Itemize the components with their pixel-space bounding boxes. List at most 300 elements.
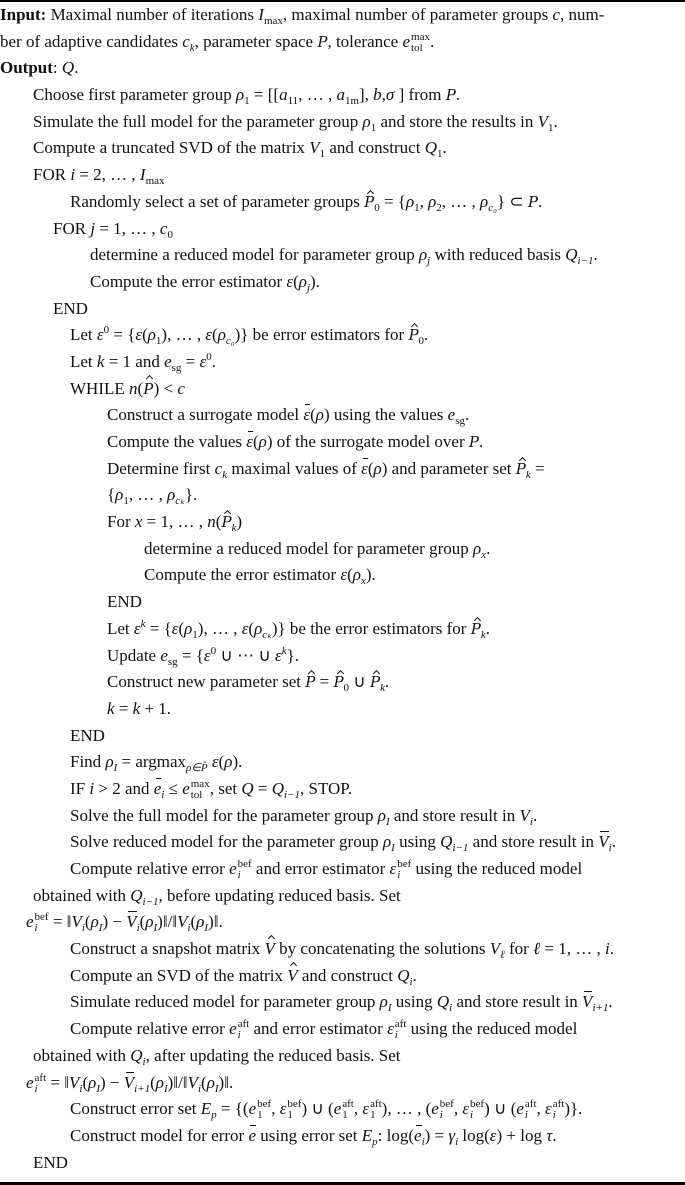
sub-superscript — [411, 32, 430, 54]
math-symbol: ε — [211, 752, 219, 772]
subscript: 1 — [155, 335, 162, 348]
text-run: > 2 and — [94, 778, 154, 798]
text-run: . — [478, 432, 484, 451]
subscript: tol — [411, 41, 423, 54]
hat-symbol: P — [364, 192, 375, 211]
subscript: I — [96, 1082, 100, 1095]
text-run: = 1, … , — [95, 218, 160, 238]
text-run: = — [181, 351, 200, 371]
text-run: . — [608, 992, 613, 1012]
algorithm-line — [0, 643, 685, 670]
algorithm-line — [0, 216, 685, 243]
subscript: i — [161, 788, 165, 801]
math-symbol: ρ — [480, 191, 489, 211]
text-run: ( — [248, 618, 255, 638]
math-symbol: i — [605, 939, 610, 959]
text-run: Compute relative error — [70, 859, 230, 878]
superscript: aft — [552, 1098, 565, 1111]
algorithm-line — [0, 1123, 685, 1150]
text-run: Maximal number of iterations — [46, 5, 259, 24]
algorithm-line — [0, 482, 685, 509]
bar-symbol: V — [123, 1072, 135, 1092]
text-run: ∪ ⋯ ∪ — [216, 645, 276, 665]
algorithm-line — [0, 856, 685, 883]
subscript: 1 — [244, 95, 250, 108]
text-run: = { — [177, 645, 204, 665]
math-symbol: b — [373, 85, 382, 105]
text-run: = 2, … , — [75, 165, 140, 185]
text-run: . — [429, 31, 435, 51]
subscript: x — [481, 548, 487, 561]
math-symbol: j — [90, 218, 96, 238]
text-run: For — [107, 512, 135, 532]
subscript: i — [34, 922, 38, 935]
algorithm-line — [0, 509, 685, 536]
subscript: 1 — [123, 495, 129, 508]
text-run: using — [391, 992, 437, 1012]
math-symbol: ρ — [352, 565, 361, 585]
subscript: i−1 — [142, 895, 159, 908]
math-symbol: ε — [389, 859, 397, 878]
math-symbol: V — [309, 138, 320, 158]
text-run: , — [453, 1099, 463, 1119]
sub-superscript — [553, 1099, 565, 1121]
algorithm-line — [0, 963, 685, 990]
subscript: k — [525, 468, 531, 481]
subscript: i — [439, 1109, 443, 1122]
math-symbol: ε — [340, 565, 348, 585]
math-symbol: e — [431, 1099, 439, 1119]
calligraphic-symbol: P — [468, 433, 479, 451]
math-symbol: ρ — [382, 832, 392, 852]
subscript: c₀ — [488, 201, 497, 214]
text-run: Construct a snapshot matrix — [70, 939, 265, 959]
algorithm-line — [0, 162, 685, 189]
subscript: 0 — [374, 201, 380, 214]
sub-superscript — [238, 859, 252, 881]
math-symbol: Q — [397, 965, 410, 985]
subscript: i — [81, 922, 85, 935]
subscript: max — [263, 15, 283, 27]
subscript: p — [211, 1109, 217, 1122]
math-symbol: ε — [362, 1099, 370, 1119]
text-run: , tolerance — [327, 31, 403, 51]
algorithm-line — [0, 562, 685, 589]
text-run: , STOP. — [299, 778, 353, 798]
subscript: tol — [190, 788, 203, 801]
math-symbol: τ — [546, 1125, 553, 1145]
math-symbol: ε — [241, 618, 249, 638]
hat-symbol: P — [143, 378, 154, 398]
bold-label: Output — [0, 58, 53, 78]
subscript: i — [394, 1029, 398, 1042]
hat-symbol: P — [305, 673, 316, 692]
text-run: , — [353, 1099, 363, 1119]
math-symbol: ρ — [298, 271, 307, 291]
text-run: )} be error estimators for — [234, 325, 409, 345]
text-run: ∪ — [349, 672, 370, 692]
subscript: ρ∈P̂ — [186, 762, 208, 775]
math-symbol: ε — [387, 1019, 394, 1039]
text-run: Simulate the full model for the parameter group — [33, 111, 363, 131]
text-run: . — [424, 325, 429, 345]
text-run: and error estimator — [249, 1019, 388, 1039]
text-run: and error estimator — [251, 859, 390, 878]
algorithm-line — [0, 803, 685, 830]
math-symbol: n — [129, 378, 138, 398]
math-symbol: Q — [440, 832, 453, 852]
superscript: bef — [257, 1098, 272, 1111]
text-run: ( — [139, 912, 146, 932]
text-run: = ‖ — [46, 1072, 70, 1092]
text-run: ( — [252, 432, 259, 451]
algorithm-line — [0, 322, 685, 349]
math-symbol: ε — [275, 645, 282, 665]
text-run: ( — [137, 378, 144, 398]
text-run: = ‖ — [48, 912, 72, 932]
math-symbol: e — [160, 645, 168, 665]
algorithm-line — [0, 536, 685, 563]
text-run: obtained with — [33, 885, 131, 905]
math-symbol: e — [333, 1099, 342, 1119]
text-run: , — [536, 1099, 546, 1119]
subscript: i — [449, 1002, 453, 1015]
math-symbol: n — [207, 512, 216, 532]
text-run: ) using the values — [323, 405, 448, 425]
text-run: Solve the full model for the parameter group — [70, 805, 378, 825]
text-run: )}. — [564, 1099, 583, 1119]
algorithm-line — [0, 1096, 685, 1123]
math-symbol: γ — [448, 1125, 456, 1145]
subscript: 1 — [342, 1109, 348, 1122]
hat-symbol: P — [221, 513, 232, 532]
subscript: 1 — [436, 148, 443, 161]
bar-symbol: V — [126, 912, 137, 932]
text-run: )} be the error estimators for — [271, 618, 471, 638]
text-run: WHILE — [70, 378, 130, 398]
text-run: Construct a surrogate model — [107, 405, 304, 425]
superscript: aft — [394, 1018, 407, 1031]
math-symbol: V — [187, 1072, 198, 1092]
text-run: . — [537, 191, 543, 211]
sub-superscript — [238, 1019, 250, 1041]
sub-superscript — [191, 779, 210, 801]
math-symbol: c — [177, 378, 185, 398]
algorithm-line — [0, 456, 685, 483]
math-symbol: ε — [462, 1099, 470, 1119]
text-run: . — [609, 939, 614, 959]
text-run: = 1 and — [104, 351, 165, 371]
math-symbol: ρ — [90, 912, 99, 932]
subscript: i+1 — [134, 1082, 151, 1095]
text-run: with reduced basis — [430, 245, 566, 265]
text-run: + 1. — [140, 698, 172, 718]
text-run: Construct error set — [70, 1099, 201, 1119]
math-symbol: ρ — [217, 325, 226, 345]
text-run: END — [33, 1152, 68, 1172]
text-run: ( — [178, 618, 185, 638]
subscript: I — [391, 842, 395, 855]
text-run: ( — [212, 325, 218, 345]
math-symbol: e — [182, 778, 190, 798]
text-run: obtained with — [33, 1045, 131, 1065]
text-run: ≤ — [164, 778, 183, 798]
text-run: ( — [218, 752, 225, 772]
text-run: )‖/‖ — [167, 1072, 188, 1092]
text-run: and construct — [297, 965, 398, 985]
text-run: { — [107, 485, 116, 505]
algorithm-line — [0, 29, 685, 56]
subscript: i — [409, 975, 413, 988]
math-symbol: e — [516, 1099, 524, 1119]
math-symbol: e — [402, 31, 411, 51]
algorithm-line — [0, 135, 685, 162]
sub-superscript — [397, 859, 411, 881]
subscript: i−1 — [284, 788, 300, 801]
text-run: ), … , — [161, 325, 206, 345]
math-symbol: ρ — [184, 618, 193, 638]
text-run: END — [107, 592, 142, 612]
subscript: max — [145, 175, 165, 188]
math-symbol: ρ — [236, 85, 245, 105]
algorithm-line — [0, 909, 685, 936]
text-run: ( — [347, 565, 353, 585]
superscript: 0 — [210, 644, 217, 657]
text-run: , parameter space — [194, 31, 318, 51]
text-run: = — [530, 458, 545, 478]
text-run: Find — [70, 752, 106, 772]
math-symbol: c — [552, 5, 561, 24]
math-symbol: ε — [286, 271, 294, 291]
text-run: }. — [286, 645, 300, 665]
text-run: Determine first — [107, 458, 215, 478]
text-run: . — [455, 85, 461, 105]
text-run: using the reduced model — [406, 1019, 578, 1039]
subscript: i+1 — [592, 1002, 609, 1015]
math-symbol: ρ — [254, 618, 263, 638]
algorithm-line — [0, 349, 685, 376]
math-symbol: k — [96, 351, 105, 371]
algorithm-line — [0, 2, 685, 29]
text-run: Compute an SVD of the matrix — [70, 965, 288, 985]
subscript: 1 — [414, 201, 420, 214]
text-run: . — [486, 538, 491, 558]
subscript: 1 — [287, 1109, 293, 1122]
text-run: using — [394, 832, 441, 852]
subscript: 1m — [344, 95, 359, 108]
algorithm-line — [0, 829, 685, 856]
text-run: . — [485, 618, 490, 638]
text-run: . — [74, 58, 79, 78]
text-run: ( — [150, 1072, 156, 1092]
text-run: ) — [236, 512, 243, 532]
text-run: Solve reduced model for the parameter group — [70, 832, 383, 852]
text-run: ( — [310, 405, 316, 425]
math-symbol: ρ — [206, 1072, 215, 1092]
math-symbol: a — [336, 85, 345, 105]
calligraphic-symbol: P — [527, 192, 538, 211]
math-symbol: ρ — [473, 538, 482, 558]
text-run: and store result in — [452, 992, 583, 1012]
math-symbol: Q — [436, 992, 450, 1012]
text-run: , set — [209, 778, 242, 798]
text-run: ). — [365, 565, 376, 585]
text-run: maximal values of — [227, 458, 362, 478]
text-run: ( — [84, 912, 91, 932]
hat-symbol: V — [264, 939, 275, 959]
math-symbol: e — [229, 1019, 237, 1039]
text-run: . — [593, 245, 598, 265]
math-symbol: V — [177, 912, 188, 932]
math-symbol: ρ — [196, 912, 205, 932]
algorithm-line — [0, 723, 685, 750]
algorithm-line — [0, 883, 685, 910]
sub-superscript — [35, 912, 49, 934]
subscript: k — [189, 41, 195, 54]
math-symbol: Q — [241, 778, 254, 798]
superscript: bef — [439, 1098, 454, 1111]
math-symbol: V — [489, 939, 501, 959]
math-symbol: a — [279, 85, 288, 105]
subscript: i — [34, 1082, 38, 1095]
subscript: I — [163, 1082, 168, 1095]
text-run: . — [553, 111, 558, 131]
bar-symbol: ε — [246, 432, 253, 451]
math-symbol: c — [214, 458, 223, 478]
math-symbol: E — [200, 1099, 212, 1119]
text-run: = {( — [216, 1099, 249, 1119]
text-run: ) and parameter set — [381, 458, 516, 478]
bar-symbol: ε — [303, 405, 311, 425]
subscript: p — [372, 1135, 378, 1148]
math-symbol: ε — [199, 351, 207, 371]
text-run: ], — [359, 85, 374, 105]
text-run: and construct — [325, 138, 425, 158]
text-run: ), … , ( — [381, 1099, 432, 1119]
subscript: i — [79, 1082, 83, 1095]
text-run: )‖. — [218, 1072, 234, 1092]
text-run: Let — [107, 618, 134, 638]
subscript: i — [237, 1029, 241, 1042]
math-symbol: ε — [133, 618, 141, 638]
bar-symbol: V — [582, 992, 593, 1012]
sub-superscript — [370, 1099, 382, 1121]
text-run: . — [611, 832, 616, 852]
text-run: } ⊂ — [496, 191, 528, 211]
algorithm-line — [0, 1070, 685, 1097]
math-symbol: c — [182, 31, 190, 51]
subscript: j — [427, 255, 431, 268]
text-run: and store the results in — [376, 111, 538, 131]
text-run: FOR — [33, 165, 71, 185]
math-symbol: k — [132, 698, 141, 718]
text-run: and store result in — [468, 832, 599, 852]
hat-symbol: P — [470, 619, 481, 638]
algorithm-line — [0, 296, 685, 323]
superscript: bef — [287, 1098, 302, 1111]
math-symbol: k — [107, 698, 115, 718]
subscript: i−1 — [452, 842, 469, 855]
text-run: ( — [367, 458, 374, 478]
text-run: = 1, … , — [540, 939, 605, 959]
math-symbol: ρ — [419, 245, 428, 265]
math-symbol: I — [258, 5, 264, 24]
text-run: using the reduced model — [411, 859, 583, 878]
sub-superscript — [287, 1099, 301, 1121]
subscript: cₖ — [175, 495, 185, 508]
math-symbol: i — [89, 778, 95, 798]
math-symbol: Q — [424, 138, 437, 158]
algorithm-line — [0, 189, 685, 216]
algorithm-line — [0, 749, 685, 776]
subscript: I — [214, 1082, 219, 1095]
superscript: bef — [397, 858, 412, 870]
algorithm-line — [0, 776, 685, 803]
math-symbol: ρ — [115, 485, 124, 505]
subscript: i — [470, 1109, 474, 1122]
algorithm-line — [0, 1016, 685, 1043]
math-symbol: ε — [171, 618, 179, 638]
math-symbol: ε — [279, 1099, 287, 1119]
text-run: Update — [107, 645, 161, 665]
text-run: ( — [190, 912, 197, 932]
subscript: i — [552, 1109, 556, 1122]
math-symbol: ρ — [258, 432, 267, 451]
text-run: IF — [70, 778, 90, 798]
subscript: 0 — [167, 228, 173, 241]
math-symbol: ρ — [428, 191, 437, 211]
subscript: sg — [455, 415, 465, 428]
superscript: bef — [470, 1098, 485, 1111]
text-run: ( — [201, 1072, 207, 1092]
text-run: , — [381, 85, 386, 105]
math-symbol: V — [69, 1072, 80, 1092]
superscript: aft — [342, 1098, 354, 1111]
algorithm-line — [0, 589, 685, 616]
text-run: , — [419, 191, 429, 211]
text-run: . — [211, 351, 216, 371]
subscript: i — [187, 922, 191, 935]
text-run: for — [504, 939, 534, 959]
text-run: )‖. — [208, 912, 223, 932]
text-run: ( — [82, 1072, 89, 1092]
algorithm-line — [0, 109, 685, 136]
text-run: ) − — [102, 912, 127, 932]
text-run: ). — [232, 752, 243, 772]
math-symbol: Q — [61, 58, 75, 78]
subscript: i — [421, 1135, 425, 1148]
bar-symbol: V — [598, 832, 609, 852]
subscript: ℓ — [500, 949, 505, 962]
algorithm-line — [0, 82, 685, 109]
text-run: ) ∪ ( — [484, 1099, 517, 1119]
math-symbol: Q — [565, 245, 578, 265]
text-run: = — [315, 672, 334, 692]
text-run: = { — [379, 191, 406, 211]
subscript: x — [360, 575, 366, 588]
math-symbol: ρ — [379, 992, 388, 1012]
math-symbol: ρ — [105, 752, 114, 772]
math-symbol: ε — [96, 325, 104, 345]
hat-symbol: P — [515, 459, 526, 478]
text-run: Compute the values — [107, 432, 247, 451]
superscript: max — [411, 30, 430, 43]
subscript: 1 — [257, 1109, 263, 1122]
subscript: i — [455, 1135, 459, 1148]
bold-label: Input: — [0, 5, 47, 24]
subscript: 0 — [418, 335, 425, 348]
algorithm-line — [0, 1043, 685, 1070]
